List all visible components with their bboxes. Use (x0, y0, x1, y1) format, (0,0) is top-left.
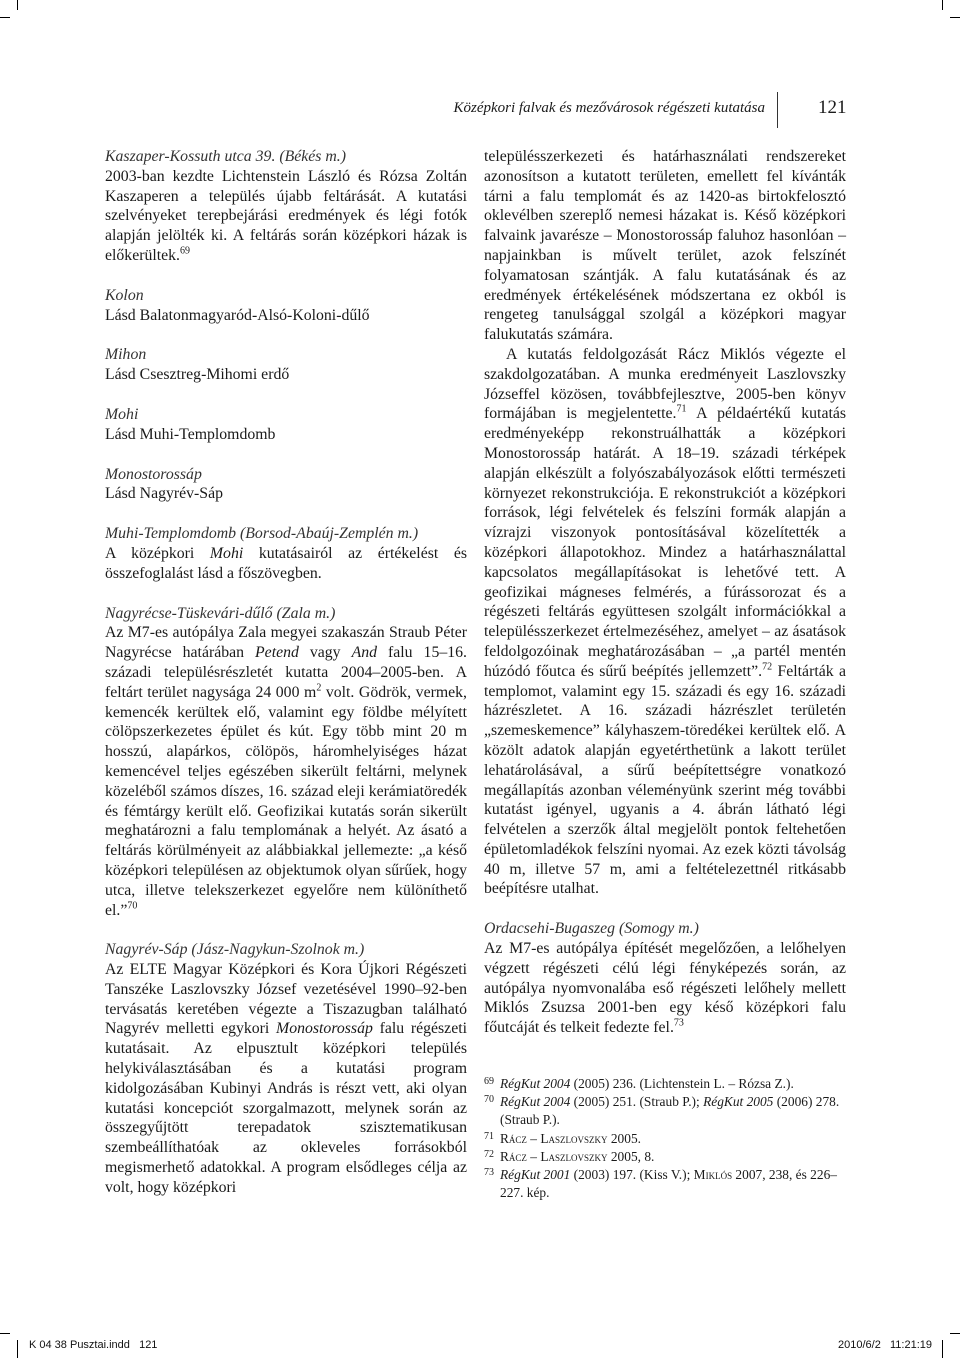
entry-text: A középkori Mohi kutatásairól az értékelést és összefoglalást lásd a főszövegben. (105, 544, 467, 582)
crop-mark (950, 1333, 960, 1334)
footnote-ref[interactable]: 71 (676, 404, 687, 416)
footnote-ref[interactable]: 73 (673, 1018, 684, 1029)
entry-kolon (105, 286, 467, 326)
entry-monostorossap (105, 465, 467, 505)
running-head-title: Középkori falvak és mezővárosok régészeti kutatása (453, 100, 765, 116)
entry-title: Mohi (105, 405, 139, 423)
crop-mark (942, 1340, 943, 1358)
footnote: 73 RégKut 2001 (2003) 197. (Kiss V.); Miklós 2007, 238, és 226–227. kép. (484, 1167, 837, 1201)
entry-text: Lásd Balatonmagyaród-Alsó-Koloni-dűlő (105, 306, 370, 324)
footnote-ref[interactable]: 69 (180, 245, 191, 257)
footnote-ref[interactable]: 70 (127, 900, 138, 912)
entry-nagyrev (105, 940, 467, 1197)
entry-nagyrecse (105, 604, 467, 921)
entry-title: Mihon (105, 346, 147, 364)
entry-title: Monostorossáp (105, 465, 202, 483)
right-column (484, 147, 846, 1058)
footnote-ref[interactable]: 72 (762, 661, 773, 673)
paragraph: A kutatás feldolgozását Rácz Miklós végezte el szakdolgozatában. A munka eredményeit Laszlovszky Józseffel közösen, továbbfejlesztve, 2005-ben könyv formájában is megjelentette.$^{71}$ A példaértékű kutatás eredményeképp rekonstruálhatták a középkori Monostorossáp határát. A 18–19. századi térképek alapján elkészült a folyószabályozások előtti természeti környezet rekonstrukciója. E rekonstrukciót a középkori források, légi felvételek és felszíni formák alapján a vízrajzi viszonyok pontosításával közelítették a középkori állapotokhoz. Mindez a határhasználattal kapcsolatos megállapításokat is lehetővé tett. A geofizikai mágneses felmérés, a fúrássorozat és a régészeti feltárás együttesen szolgált információkkal a településszerkezet értelmezéséhez, amelyet – az ásatások feldolgozóinak meghatározásában – „a partél mentén húzódó főutca és sűrű beépítés jellemzett”.$^{72}$ Feltárták a templomot, valamint egy 15. századi és egy 16. századi házrészletet. A 16. századi házrészlet területén „szemeskemence” kályhaszem-töredékei kerültek elő. A közölt adatok alapján egyetérthetünk a lakott terület lehatárolásával, a sűrű beépítettségre vonatkozó megállapítás azonban véleményünk szerint még további kutatást igényel, ugyanis a 4. ábrán látható légi felvételen a szerzők által megjelölt pontok feltehetően épületomladékok felszíni nyomai. Az ezek közti távolság 40 m, illetve 57 m, ami a feltételezettnél ritkásabb beépítésre utalhat. (484, 345, 846, 898)
entry-text: Az M7-es autópálya építését megelőzően, a lelőhelyen végzett régészeti célú légi fényképezés során, az autópálya nyomvonalába eső régészeti lelőhely mellett Miklós Zsuzsa 2001-ben egy késő középkori falu főutcáját és telkeit fedezte fel.$^{73}$ (484, 940, 846, 1037)
footnote: 72 Rácz – Laszlovszky 2005, 8. (484, 1148, 655, 1164)
crop-mark (0, 17, 10, 18)
entry-title: Ordacsehi-Bugaszeg (Somogy m.) (484, 920, 699, 938)
entry-text: Lásd Csesztreg-Mihomi erdő (105, 366, 290, 384)
entry-mohi (105, 405, 467, 445)
slug-file: K 04 38 Pusztai.indd 121 (29, 1339, 158, 1351)
slug-timestamp: 2010/6/2 11:21:19 (838, 1339, 932, 1351)
entry-ordacsehi (484, 919, 846, 1038)
footnote: 70 RégKut 2004 (2005) 251. (Straub P.); RégKut 2005 (2006) 278. (Straub P.). (484, 1094, 840, 1128)
entry-text: Lásd Nagyrév-Sáp (105, 485, 223, 503)
entry-text: Lásd Muhi-Templomdomb (105, 425, 276, 443)
footnotes (484, 1075, 846, 1202)
crop-mark (0, 1333, 10, 1334)
entry-muhi (105, 524, 467, 583)
footnote-number: 71 (484, 1130, 494, 1142)
paragraph: településszerkezeti és határhasználati rendszereket azonosítson a kutatott területen, emellett fel kívánták tárni a falu templomát és az 1420-as birtokfelosztó oklevélben szereplő nemesi házakat is. Késő középkori falvaink javarésze – Monostorossáp faluhoz hasonlóan – napjainkban is művelt terület, azok felszínét folyamatosan szántják. A falu kutatásának és az eredmények értékelésének módszertana ez okból is rengeteg tanulsággal szolgál a középkori magyar falukutatás számára. (484, 148, 846, 344)
crop-mark (942, 0, 943, 10)
left-column (105, 147, 467, 1218)
footnote-number: 72 (484, 1148, 494, 1160)
entry-title: Kolon (105, 286, 144, 304)
footnote-number: 69 (484, 1076, 494, 1087)
page-number: 121 (818, 97, 847, 118)
crop-mark (17, 1340, 18, 1358)
footnote: 69 RégKut 2004 (2005) 236. (Lichtenstein L. – Rózsa Z.). (484, 1076, 794, 1091)
entry-title: Kaszaper-Kossuth utca 39. (Békés m.) (105, 148, 346, 165)
running-head-rule (777, 92, 778, 128)
crop-mark (17, 0, 18, 10)
footnote-number: 70 (484, 1094, 494, 1106)
entry-text: Az ELTE Magyar Középkori és Kora Újkori Régészeti Tanszéke Laszlovszky József vezetésével 1990–92-ben tervásatás keretében végezte a Tiszazugban található Nagyrév melletti egykori Monostorossáp falu régészeti kutatásait. Az elpusztult középkori település helykiválasztásában és a kutatási program kidolgozásában Kubinyi András is részt vett, aki olyan kutatási koncepciót szorgalmazott, melynek során az összegyűjtött terepadatok szisztematikusan szembeállíthatóak az okleveles forrásokból megismerhető adatokkal. A program elsődleges célja az volt, hogy középkori (105, 961, 467, 1196)
footnote-number: 73 (484, 1167, 494, 1179)
entry-mihon (105, 345, 467, 385)
entry-title: Nagyrécse-Tüskevári-dűlő (Zala m.) (105, 604, 336, 622)
entry-title: Muhi-Templomdomb (Borsod-Abaúj-Zemplén m.) (105, 525, 419, 543)
footnote: 71 Rácz – Laszlovszky 2005. (484, 1130, 641, 1146)
crop-mark (950, 17, 960, 18)
entry-text: Az M7-es autópálya Zala megyei szakaszán Straub Péter Nagyrécse határában Petend vagy And falu 15–16. századi településrészletét kutatta 2004–2005-ben. A feltárt terület nagysága 24 000 $m^2$ volt. Gödrök, vermek, kemencék kerültek elő, valamint egy földbe mélyített cölöpszerkezetes épület és kút. Egy több mint 20 m hosszú, alapárkos, cölöpös, háromhelyiséges házat kemencével teljes egészében sikerült feltárni, melynek közeléből számos díszes, 16. század eleji kerámiatöredék és fémtárgy került elő. Geofizikai kutatás során sikerült meghatározni a falu templomának a helyét. Az ásató a feltárás körülményeit az alábbiakkal jellemezte: „a késő középkori településen az objektumok olyan sűrűek, hogy utca, illetve telekszerkezet egyelőre nem különíthető el.”$^{70}$ (105, 624, 468, 919)
entry-text: 2003-ban kezdte Lichtenstein László és Rózsa Zoltán Kaszaperen a település újabb feltárását. A kutatási szelvényeket terepbejárási eredmények és légi fotók alapján jelölték ki. A feltárás során középkori házak is előkerültek.$^{69}$ (105, 167, 467, 264)
entry-title: Nagyrév-Sáp (Jász-Nagykun-Szolnok m.) (105, 941, 365, 959)
entry-kaszaper (105, 147, 467, 266)
running-head (0, 98, 960, 128)
